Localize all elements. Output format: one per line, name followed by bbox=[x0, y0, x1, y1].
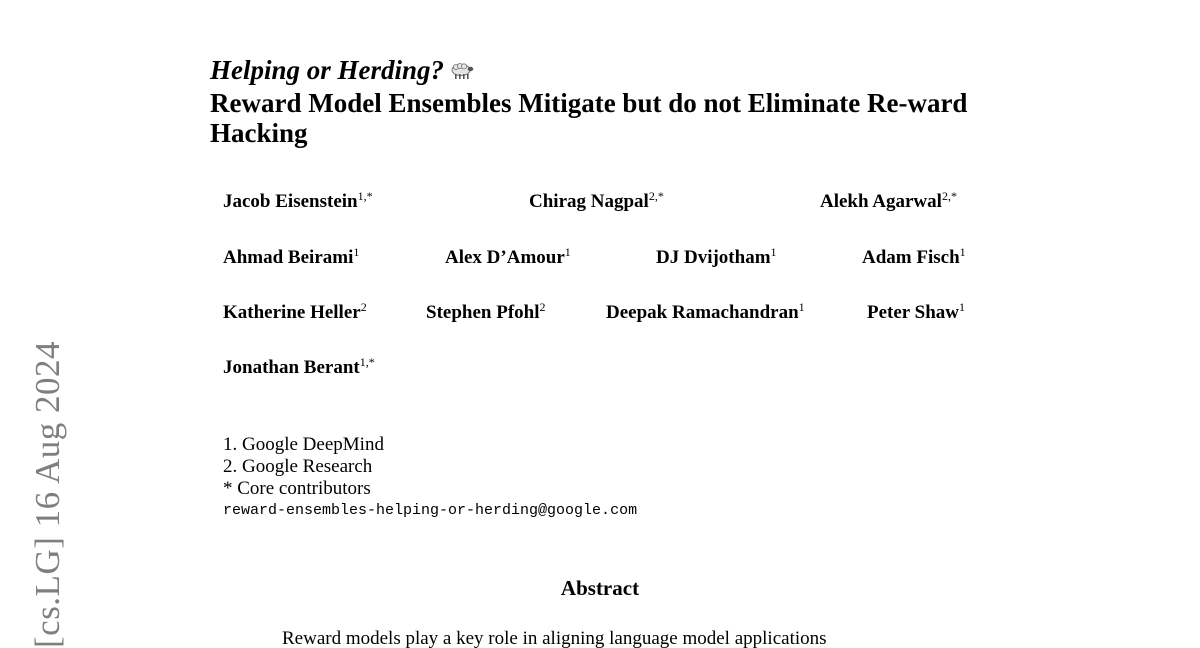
author-adam-fisch: Adam Fisch$^1$ bbox=[862, 245, 966, 268]
author-peter-shaw: Peter Shaw$^1$ bbox=[867, 300, 965, 323]
affiliation-1: 1. Google DeepMind bbox=[223, 434, 384, 455]
arxiv-side-stamp: [cs.LG] 16 Aug 2024 bbox=[28, 341, 67, 648]
author-ahmad-beirami: Ahmad Beirami$^1$ bbox=[223, 245, 360, 268]
abstract-heading: Abstract bbox=[560, 576, 640, 600]
affiliation-2: 2. Google Research bbox=[223, 456, 373, 477]
paper-title bbox=[210, 54, 1010, 148]
core-contributors-note: * Core contributors bbox=[223, 478, 371, 499]
author-jacob-eisenstein: Jacob Eisenstein$^{1,*}$ bbox=[223, 189, 373, 212]
title-line-1 bbox=[210, 54, 1010, 88]
author-deepak-ramachandran: Deepak Ramachandran$^1$ bbox=[606, 300, 805, 323]
sheep-icon bbox=[448, 56, 474, 88]
author-chirag-nagpal: Chirag Nagpal$^{2,*}$ bbox=[529, 189, 664, 212]
affiliations bbox=[223, 434, 637, 522]
author-dj-dvijotham: DJ Dvijotham$^1$ bbox=[656, 245, 777, 268]
author-jonathan-berant: Jonathan Berant$^{1,*}$ bbox=[223, 355, 375, 378]
abstract-first-line: Reward models play a key role in aligning language model applications bbox=[282, 628, 827, 648]
contact-email[interactable]: reward-ensembles-helping-or-herding@google.com bbox=[223, 502, 638, 519]
author-alex-damour: Alex D’Amour$^1$ bbox=[445, 245, 571, 268]
author-katherine-heller: Katherine Heller$^2$ bbox=[223, 300, 367, 323]
title-question: Helping or Herding? bbox=[210, 55, 445, 85]
author-stephen-pfohl: Stephen Pfohl$^2$ bbox=[426, 300, 546, 323]
title-line-2: Reward Model Ensembles Mitigate but do not Eliminate Re-ward Hacking bbox=[210, 88, 968, 148]
author-alekh-agarwal: Alekh Agarwal$^{2,*}$ bbox=[820, 189, 957, 212]
